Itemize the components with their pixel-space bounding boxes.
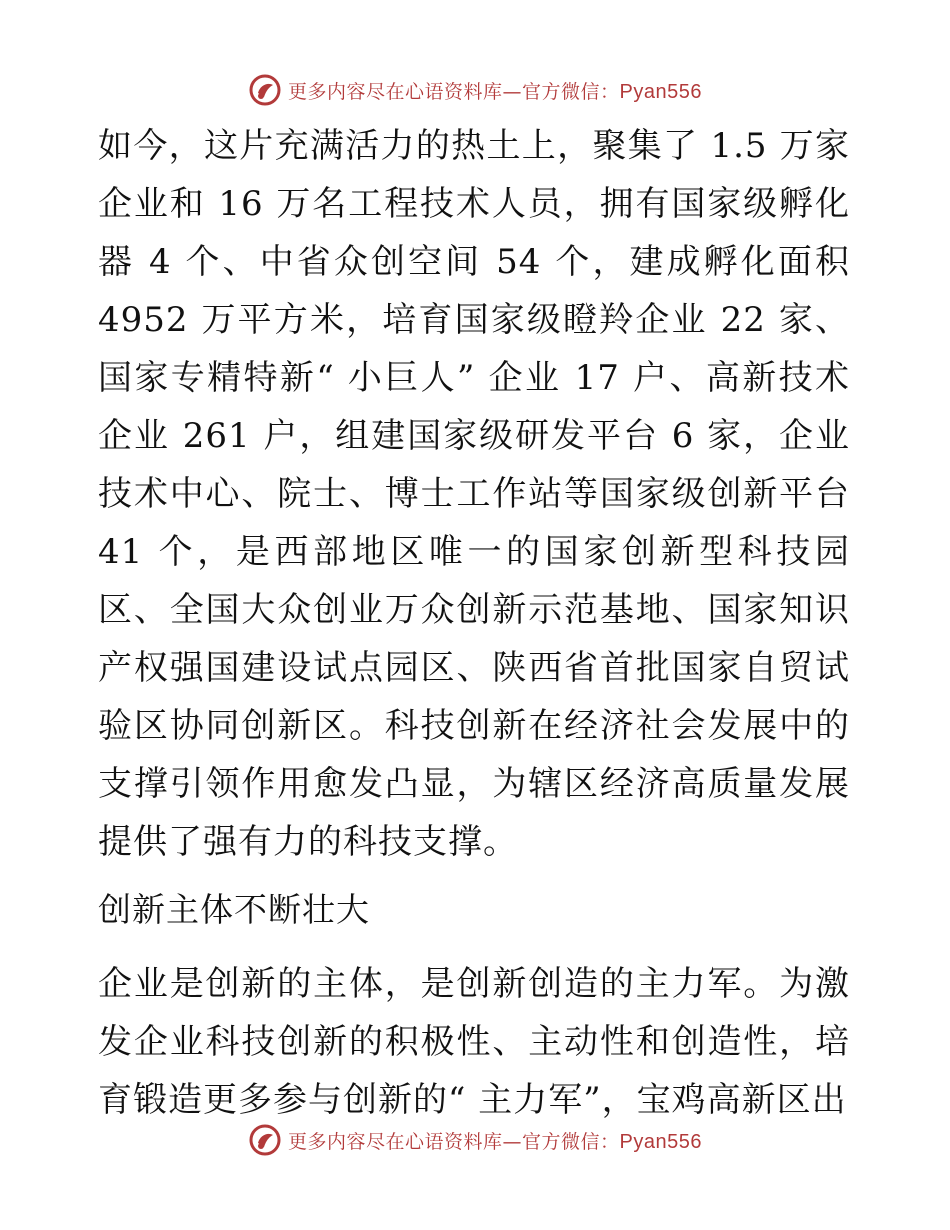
ink-seal-logo-icon [248, 1123, 282, 1157]
banner-label: 更多内容尽在心语资料库—官方微信： [288, 1130, 620, 1153]
footer-banner [0, 1120, 950, 1160]
paragraph-1: 如今，这片充满活力的热土上，聚集了 1.5 万家企业和 16 万名工程技术人员，拥有国家级孵化器 4 个、中省众创空间 54 个，建成孵化面积 4952 万平方米，培育国家级瞪羚企业 22 家、国家专精特新“ 小巨人” 企业 17 户、高新技术企业 261 户，组建国家级研发平台 6 家，企业技术中心、院士、博士工作站等国家级创新平台 41 个，是西部地区唯一的国家创新型科技园区、全国大众创业万众创新示范基地、国家知识产权强国建设试点园区、陕西省首批国家自贸试验区协同创新区。科技创新在经济社会发展中的支撑引领作用愈发凸显，为辖区经济高质量发展提供了强有力的科技支撑。 [98, 126, 850, 862]
document-body [98, 117, 850, 1129]
paragraph-2: 企业是创新的主体，是创新创造的主力军。为激发企业科技创新的积极性、主动性和创造性，培育锻造更多参与创新的“ 主力军”，宝鸡高新区出 [98, 964, 850, 1120]
header-banner [0, 70, 950, 110]
wechat-id: Pyan556 [619, 1130, 702, 1153]
banner-text [288, 1127, 702, 1154]
banner-label: 更多内容尽在心语资料库—官方微信： [288, 80, 620, 103]
ink-seal-logo-icon [248, 73, 282, 107]
banner-text [288, 77, 702, 104]
wechat-id: Pyan556 [619, 80, 702, 103]
section-heading: 创新主体不断壮大 [98, 890, 370, 929]
